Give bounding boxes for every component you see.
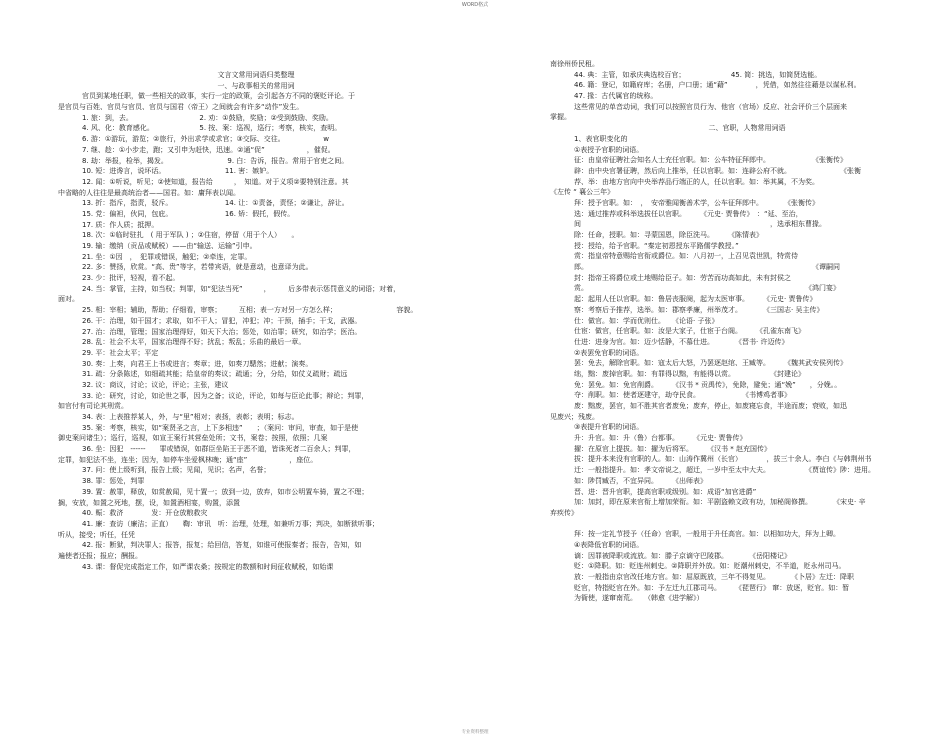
- left-text-line: 36. 坐：因犯 ------ 罪或错误，如群臣坐陷王于恶不道，皆诛死者二百余人；判罪，: [82, 445, 356, 454]
- left-text-line: 30. 奏：上奏，向君王上书或进言；奏章；进，如奏刀騞然；进献；演奏。: [82, 359, 313, 368]
- right-text-line: 47. 掾：古代属官的统称。: [574, 92, 658, 101]
- right-text-line: ①表授予官职的词语。: [574, 145, 644, 154]
- right-text-line: 这些常见的单音动词，我们可以按照官员行为、他官（官场）反应、社会评价三个层面来: [574, 102, 847, 111]
- left-text-line: 搁，安放，如置之死地，摆，设，如置酒相宴，购置，添置: [58, 498, 240, 507]
- left-text-line: 38. 罪：惩处，判罪: [82, 477, 145, 486]
- right-text-line: [550, 519, 944, 530]
- right-text-line: 夺：削职。如：使者逐建守，劫夺民食。 《书博鸡者事》: [574, 391, 791, 400]
- left-text-line: 17. 质：作人质；抵押。: [82, 220, 159, 229]
- right-text-line: 赏。 《鸿门宴》: [574, 284, 840, 293]
- right-text-line: 起：起用人任以官职。如：鲁居丧服阕，起为太医审事。 《元史· 贾鲁传》: [574, 295, 817, 304]
- left-text-line: 29. 平：社会太平；平定: [82, 348, 159, 357]
- left-text-line: 8. 劫：举报，检举，揭发。 9. 白：告诉，报告。常用于官吏之间。: [82, 156, 349, 165]
- right-text-line: 贬：①降职。如：贬连州刺史。②降职并外放。如：贬潮州刺史，不半道，贬永州司马。: [574, 562, 846, 571]
- left-text-line: 面对。: [58, 295, 79, 304]
- right-text-line: 南徐州侨民租。: [550, 60, 599, 68]
- right-text-line: 加：加封，即在原来官衔上增加荣衔。如：平剧盗赖文政有功，加秘阁修撰。 《宋史· 辛: [574, 498, 866, 507]
- left-text-line: 10. 短：进谗言，说坏话。 11. 害：嫉妒。: [82, 167, 274, 176]
- right-text-line: 掌握。: [550, 113, 571, 122]
- right-text-line: 谪：因罪被降职或流放。如：滕子京谪守巴陵郡。 《岳阳楼记》: [574, 551, 791, 560]
- right-column: [550, 59, 944, 604]
- left-text-line: 13. 折：指斥，指责，驳斥。 14. 让：①责备，责怪；②谦让，辞让。: [82, 199, 349, 208]
- right-text-line: 晋、进：晋升官职，提高官职或级别。如：成语“加官进爵”: [574, 487, 757, 496]
- right-text-line: ②表罢免官职的词语。: [574, 348, 644, 357]
- left-text-line: 42. 报：断狱，判决罪人；报答，报复；给回信，答复，如谁可使报秦者；报告，告知，如: [82, 541, 362, 550]
- left-text-line: 官员到某地任职，做一些相关的政事，实行一定的政策，会引起各方不同的褒贬评论。于: [82, 92, 355, 101]
- left-text-line: 遍使者还报；报应；酬报。: [58, 551, 142, 560]
- right-text-line: 罢：免去，解除官职。如：寇太后大怒，乃罢逐赵绾、王臧等。 《魏其武安侯列传》: [574, 359, 847, 368]
- left-text-line: 6. 游：①游玩，游览；②旅行，外出求学或求官；③交际、交往。 w: [82, 135, 329, 144]
- right-text-line: 间 ，选承相东曹掾。: [574, 220, 826, 229]
- left-text-line: 31. 疏：分条陈述，如细疏其能；给皇帝的奏议；疏通；分，分给，如仗义疏财；疏远: [82, 370, 348, 379]
- right-text-line: ③表提升官职的词语。: [574, 423, 644, 432]
- right-text-line: 二、官职，人物常用词语: [708, 124, 786, 133]
- page-header: WORD格式: [461, 2, 489, 8]
- left-text-line: 24. 当：掌管，主持，如当权；判罪，如“犯法当死” ， 后多带表示惩罚意义的词语；对着，: [82, 284, 401, 293]
- left-text-line: 18. 次：①临时驻扎 ( 用于军队 ) ；②住宿，停留（用于个人） 。: [82, 231, 299, 240]
- left-text-line: 39. 置：赦罪，释放，如赏赦闻，见十置一；放到一边，放弃，如市公明置车骑，置之不理；: [82, 487, 369, 496]
- left-text-line: 37. 问：使上级听到，报告上级；见闻，见识；名声，名誉；: [82, 466, 271, 475]
- left-text-line: 15. 党：偏袒，伙同，包庇。 16. 矫：假托，假传。: [82, 209, 295, 218]
- right-text-line: 擢：在原官上提拔。如：擢为后将军。 《汉书 * 赵充国传》: [574, 444, 771, 453]
- left-text-line: 43. 课：督促完成指定工作，如严课农桑；按规定的数额和时间征收赋税，如始课: [82, 562, 334, 571]
- left-text-line: 中省略的人往往是最高统治者——国君。如：庸拜表以闻。: [58, 188, 240, 197]
- right-text-line: 废：黜废，罢官，如不胜其官者废免；废弃，停止，如废寝忘食，半途而废；衰败，如迅: [574, 402, 847, 410]
- left-text-line: 听从，接受；听任，任凭: [58, 530, 135, 539]
- right-text-line: 仕：做官。如：学而优则仕。 《论语· 子张》: [574, 316, 719, 325]
- left-column: [58, 70, 454, 572]
- left-text-line: 22. 多：赞扬，欣赏。“高、贵”等字，若带宾语，就是意动，也意译为此。: [82, 263, 313, 272]
- left-text-line: 19. 输：缴纳（贡品或赋税）——由“输送、运输”引申。: [82, 242, 257, 250]
- left-text-line: 12. 闻：①听说，听见；②使知道，报告给 ， 知道。对于义项②要特别注意。其: [82, 177, 349, 186]
- right-text-line: 封：指帝王将爵位或土地赐给臣子。如：劳苦而功高如此，未有封侯之: [574, 273, 791, 282]
- right-text-line: 如：陟罚臧否，不宜异同。 《出师表》: [574, 476, 707, 485]
- right-text-line: 升：升官。如：升（鲁）台都事。 《元史· 贾鲁传》: [574, 434, 747, 443]
- left-text-line: 41. 廉：查访（廉洁；正直） 鞫：审讯 听：治理，处理，如兼听万事；判决，如断狱听事；: [82, 519, 379, 528]
- left-text-line: 21. 坐：①因 ， 犯罪或错误，触犯；②牵连，定罪。: [82, 252, 252, 261]
- left-text-line: 文言文常用词语归类整理: [217, 71, 295, 79]
- left-text-line: 25. 相：宰相；辅助，帮助；仔细看，审察； 互相；表一方对另一方怎么样； 容貌。: [82, 306, 418, 315]
- right-text-line: 为衙使，遂窜南荒。 （韩愈《进学解》）: [574, 594, 704, 603]
- left-text-line: 35. 案：考察，核实，如“案贤圣之言，上下多相违” ；（案问：审问，审查，如于是使: [82, 423, 359, 432]
- right-text-line: 迁：一般指提升。如：孝文帝说之，超迁，一岁中至太中大夫。 《贾谊传》陟：进用。: [574, 466, 875, 475]
- right-text-line: 仕宦：做官，任官职。如：汝是大家子，仕宦于台阁。 《孔雀东南飞》: [574, 327, 805, 336]
- right-text-line: 授：授给，给予官职。“秦定初恩授东平路儒学教授。”: [574, 241, 739, 250]
- right-text-line: 察：考察后予推荐，选举。如：郡察孝廉，州举茂才。 《三国志· 吴主传》: [574, 305, 824, 314]
- right-text-line: 绌，黜：废掉官职。如：有罪得以黜，有能得以赏。 《封建论》: [574, 369, 805, 378]
- left-text-line: 定罪，如犯法不坐，连坐；因为，如停车坐爱枫林晚；通“座” ，座位。: [58, 455, 318, 464]
- right-text-line: 免：罢免。如：免官削爵。 《汉书 * 贡禹传》，免除，避免；通“娩” ，分娩。。: [574, 380, 842, 389]
- left-text-line: 7. 继、趁：①小步走，跑；又引申为赶快，迅速。②通“促” ，催促。: [82, 145, 335, 154]
- left-text-line: 40. 赈：救济 发：开仓放粮救灾: [82, 509, 208, 518]
- left-text-line: 33. 论：研究，讨论，如论世之事，因为之备；议论，评论，如每与臣论此事；辩论；判罪，: [82, 391, 369, 400]
- left-text-line: 4. 风、化：教育感化。 5. 按、案：巡视，巡行；考察，核实，查明。: [82, 124, 342, 133]
- right-text-line: 辟：由中央官署征聘，然后向上推举，任以官职。如：连辟公府不就。 《张衡: [574, 166, 861, 175]
- left-text-line: 是官员与百姓、官员与官员、官员与国君（帝王）之间就会有许多“动作”发生。: [58, 103, 304, 112]
- right-text-line: ④表降低官职的词语。: [574, 540, 644, 549]
- right-text-line: 《左传 “ 襄公三年》: [550, 188, 615, 197]
- right-text-line: 44. 典：主管，如承庆典选校百官； 45. 简：挑选，如简贤选能。: [574, 70, 822, 79]
- left-text-line: 一、与政事相关的常用词: [217, 81, 295, 90]
- left-text-line: 御史案问诸生）；巡行，巡视，如宣王案行其营垒处所；文书，案卷；按照，依照；几案: [58, 434, 328, 443]
- left-text-line: 23. 少：批评，轻视，看不起。: [82, 274, 180, 283]
- right-text-line: 弃疾传》: [550, 508, 578, 517]
- right-text-line: 1、表官职变化的: [574, 134, 628, 143]
- right-text-line: 仕进：进身为官。如：迈少恬静，不慕仕进。 《晋书· 许迈传》: [574, 337, 789, 346]
- right-text-line: 选：通过推荐或科举选拔任以官职。 《元史· 贾鲁传》 ：“延、至治，: [574, 209, 803, 218]
- right-text-line: 拜：授予官职。如： ， 安帝雅闻衡善术学，公车征拜郎中。 《张衡传》: [574, 198, 819, 207]
- left-text-line: 32. 议：商议，讨论；议论，评论；主张，建议: [82, 380, 229, 389]
- right-text-line: 征：由皇帝征聘社会知名人士充任官职。如：公车特征拜郎中。 《张衡传》: [574, 156, 847, 165]
- left-text-line: 26. 干：治理，如干国才；求取，如不干人；冒犯，冲犯；冲；干预，插手；干戈，武器。: [82, 316, 362, 325]
- right-text-line: 46. 籍：登记，如籍府库；名册，户口册；通“藉” ，凭借，如然往往藉是以谋私利。: [574, 81, 861, 90]
- right-text-line: 荐、举：由地方官向中央举荐品行端正的人，任以官职。如：举其属，不为奖。: [574, 177, 819, 186]
- right-text-line: 见废兴；残废。: [550, 412, 599, 421]
- left-text-line: 1. 旅：到，去。 2. 劝：①鼓励，奖励；②受到鼓励、奖励。: [82, 113, 333, 122]
- right-text-line: 拜：按一定礼节授予（任命）官职，一般用于升任高官。如：以相如功大，拜为上卿。: [574, 530, 840, 539]
- right-text-line: 贬官，特指贬官在外。如：予左迁九江郡司马。 《琵琶行》 窜：放逐，贬官。如：暂: [574, 583, 850, 592]
- right-text-line: 赏：指皇帝特意赐给官衔或爵位。如：八月初一，上召见袁世凯，特赏侍: [574, 252, 798, 261]
- left-text-line: 28. 乱：社会不太平，国家治理得不好；扰乱；叛乱；乐曲的最后一章。: [82, 338, 306, 347]
- left-text-line: 如官付有司论其刑赏。: [58, 402, 128, 411]
- left-text-line: 27. 治：治理，管理；国家治理得好，如天下大治；惩处，如治罪；研究，如治学；医治。: [82, 327, 362, 336]
- right-text-line: 放：一般指由京官改任地方官。如：屈原既放，三年不得复见。 《卜居》左迁：降职: [574, 573, 854, 581]
- right-text-line: 除：任命，授职。如：寻蒙国恩，除臣洗马。 《陈情表》: [574, 231, 763, 239]
- page-footer: 专业资料整理: [461, 730, 489, 735]
- right-text-line: 郎。 《谭嗣同: [574, 263, 840, 272]
- left-text-line: 34. 表：上表推荐某人，外，与“里”相对；表扬，表彰；表明；标志。: [82, 413, 299, 421]
- right-text-line: 拔：提升本来没有官职的人。如：山涛作冀州（长官） ，拔三十余人。李白《与韩荆州书: [574, 455, 872, 464]
